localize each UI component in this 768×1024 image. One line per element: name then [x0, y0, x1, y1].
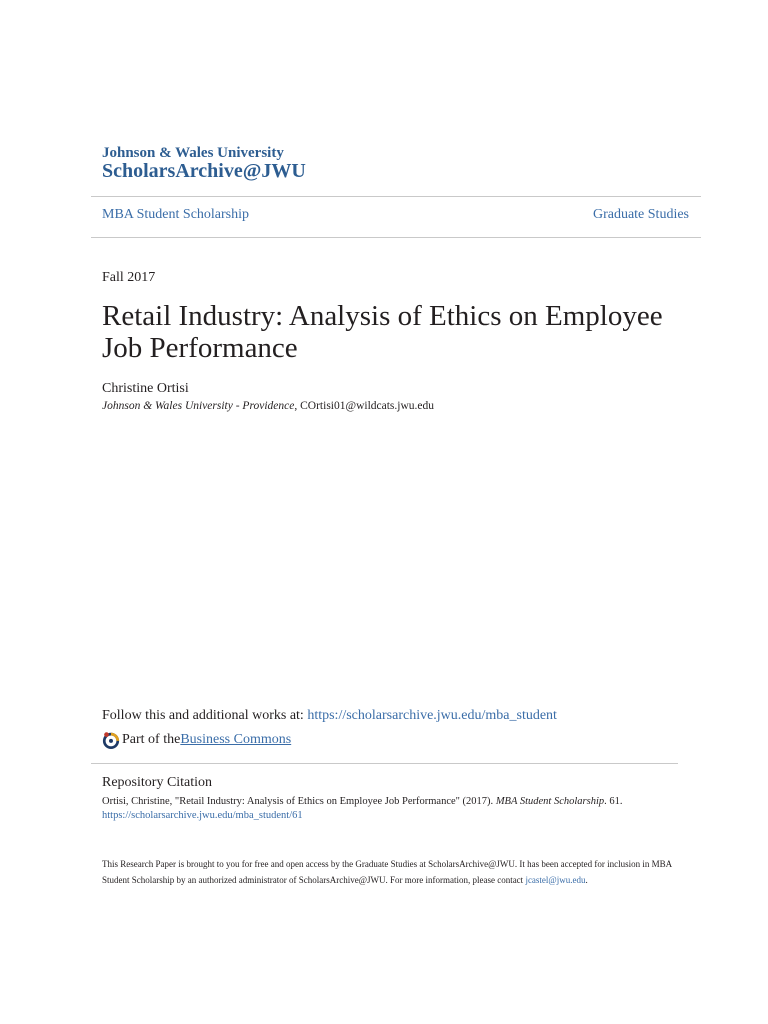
citation-divider [91, 763, 678, 764]
contact-email-link[interactable]: jcastel@jwu.edu [525, 875, 586, 885]
header-divider-bottom [91, 237, 701, 238]
citation-text [102, 796, 622, 807]
author-name: Christine Ortisi [102, 381, 189, 396]
author-email: COrtisi01@wildcats.jwu.edu [300, 400, 435, 412]
department-link[interactable]: Graduate Studies [592, 207, 689, 222]
notice-text: This Research Paper is brought to you for free and open access by the Graduate Studies at ScholarsArchive@JWU. It has been accepted for inclusion in MBA Student Scholarship by an authorized administrator of ScholarsArchive@JWU. For more information, please contact [102, 859, 672, 885]
citation-number: . 61. [604, 796, 623, 807]
archive-name[interactable]: ScholarsArchive@JWU [102, 160, 306, 182]
collection-link[interactable]: https://scholarsarchive.jwu.edu/mba_student [307, 708, 557, 723]
publication-date: Fall 2017 [102, 270, 156, 285]
access-notice [102, 856, 682, 888]
notice-end: . [585, 875, 588, 885]
university-name[interactable]: Johnson & Wales University [102, 145, 284, 161]
digital-commons-icon [102, 731, 120, 749]
series-link[interactable]: MBA Student Scholarship [102, 207, 250, 222]
business-commons-link[interactable]: Business Commons [180, 732, 292, 747]
paper-title: Retail Industry: Analysis of Ethics on Employee Job Performance [102, 300, 663, 364]
repository-citation-heading: Repository Citation [102, 775, 213, 790]
citation-link[interactable]: https://scholarsarchive.jwu.edu/mba_student/61 [102, 810, 303, 821]
part-of-label: Part of the [122, 732, 181, 747]
institution: Johnson & Wales University - Providence [102, 400, 295, 412]
citation-main: Ortisi, Christine, "Retail Industry: Analysis of Ethics on Employee Job Performance" (2017). [102, 796, 496, 807]
email-prefix: , [294, 400, 301, 412]
header-divider-top [91, 196, 701, 197]
follow-line [102, 708, 557, 724]
citation-series: MBA Student Scholarship [495, 796, 605, 807]
part-of-line [102, 731, 291, 749]
author-affiliation [102, 400, 434, 412]
follow-label: Follow this and additional works at: [102, 708, 308, 723]
